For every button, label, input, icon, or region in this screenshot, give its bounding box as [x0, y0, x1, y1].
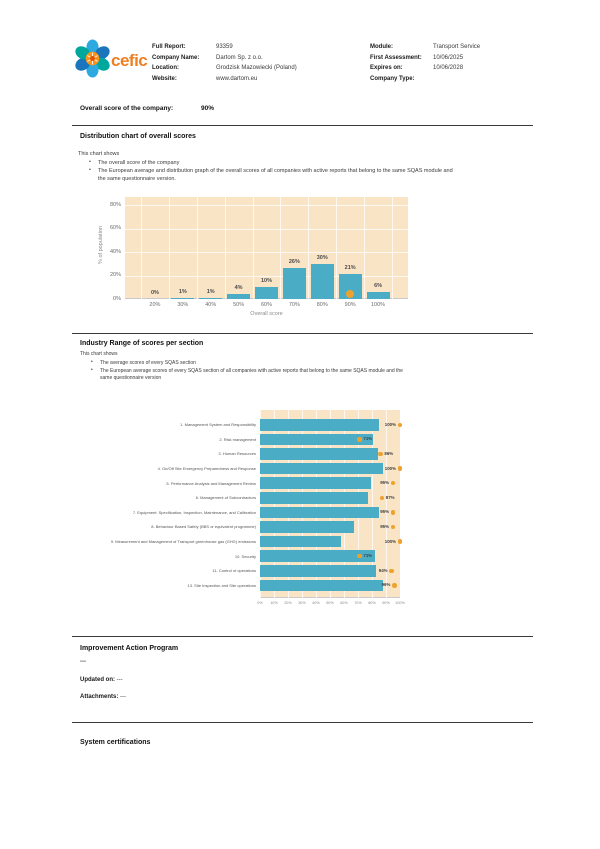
field-value: 93359: [216, 44, 233, 50]
field-value: Dartom Sp. z o.o.: [216, 54, 263, 61]
gridline: [225, 197, 226, 299]
axis-tick-label: 60%: [260, 302, 272, 308]
distribution-intro: This chart shows: [78, 151, 120, 157]
dist-bar: [311, 264, 334, 299]
updated-on-value: ---: [116, 677, 123, 683]
category-label: 13. Site Inspection and Site operations: [187, 582, 256, 588]
bar-value-label: 87%: [385, 494, 395, 500]
field-value: Grodzisk Mazowiecki (Poland): [216, 65, 297, 71]
axis-tick-label: 30%: [177, 302, 189, 308]
certifications-section-title: System certifications: [80, 739, 151, 746]
cefic-flower-logo-icon: [73, 39, 112, 78]
gridline: [392, 197, 393, 299]
bar-value-label: 6%: [374, 282, 383, 289]
bar-value-label: 100%: [384, 465, 396, 471]
gridline: [125, 276, 408, 277]
bullet-icon: •: [89, 159, 91, 165]
distribution-plot-area: [109, 197, 408, 308]
field-module: [370, 44, 481, 51]
axis-tick-label: 60%: [340, 601, 348, 605]
field-label: Expires on:: [370, 65, 403, 71]
axis-tick-label: 20%: [284, 601, 292, 605]
gridline: [280, 197, 281, 299]
bar-value-label: 71%: [363, 553, 373, 559]
bar-value-label: 4%: [234, 285, 243, 292]
bar-value-label: 100%: [384, 421, 396, 427]
company-score-marker: [389, 569, 393, 573]
axis-tick-label: 0%: [113, 295, 121, 302]
bar-value-label: 1%: [178, 288, 187, 295]
company-score-marker: [391, 481, 395, 485]
axis-tick-label: 90%: [344, 302, 356, 308]
field-value: 10/06/2025: [433, 54, 464, 61]
field-label: Module:: [370, 44, 393, 50]
axis-tick-label: 40%: [205, 302, 217, 308]
industry-average-bar: [260, 477, 371, 489]
industry-average-bar: [260, 565, 376, 577]
field-company-type: [370, 76, 430, 83]
industry-average-bar: [260, 448, 378, 460]
category-label: 4. On/Off Site Emergency Preparedness and Response: [157, 466, 256, 472]
category-label: 2. Risk management: [219, 436, 256, 442]
company-score-marker: [391, 510, 395, 514]
category-label: 3. Human Resources: [218, 451, 256, 457]
axis-tick-label: 20%: [149, 302, 161, 308]
dist-bar: [255, 287, 278, 299]
axis-tick-label: 40%: [109, 248, 121, 255]
bar-value-label: 95%: [380, 509, 389, 515]
axis-tick-label: 30%: [298, 601, 306, 605]
dist-bar: [283, 268, 306, 299]
category-label: 10. Security: [234, 553, 256, 559]
overall-score-row: [80, 105, 215, 112]
section-divider: [72, 125, 533, 126]
gridline: [400, 410, 401, 598]
bar-value-label: 95%: [380, 524, 389, 529]
company-score-marker: [357, 437, 361, 441]
field-first-assessment: [370, 54, 464, 62]
gridline: [141, 197, 142, 299]
industry-average-bar: [260, 419, 379, 431]
industry-average-bar: [260, 507, 379, 519]
improvement-content: ---: [80, 659, 86, 665]
field-company-name: [152, 54, 263, 62]
industry-plot-area: [260, 410, 400, 598]
dist-bar: [227, 294, 250, 299]
axis-tick-label: 80%: [368, 601, 376, 605]
gridline: [169, 197, 170, 299]
section-divider: [72, 722, 533, 723]
attachments-value: ---: [120, 694, 127, 700]
bar-value-label: 26%: [288, 259, 300, 266]
attachments-label: Attachments:: [80, 694, 119, 700]
improvement-updated-row: [80, 677, 123, 683]
axis-tick-label: 90%: [382, 601, 390, 605]
field-label: Full Report:: [152, 44, 186, 50]
axis-tick-label: 50%: [233, 302, 245, 308]
axis-tick-label: 10%: [270, 601, 278, 605]
field-full-report: [152, 44, 233, 51]
field-website: [152, 75, 258, 83]
company-score-marker: [380, 496, 384, 500]
distribution-x-axis-title: Overall score: [250, 311, 283, 317]
axis-tick-label: 80%: [109, 201, 121, 208]
gridline: [125, 252, 408, 253]
section-divider: [72, 636, 533, 637]
overall-score-label: Overall score of the company:: [80, 105, 174, 112]
distribution-chart: [95, 195, 425, 330]
updated-on-label: Updated on:: [80, 677, 115, 683]
bullet-icon: •: [91, 367, 93, 373]
improvement-section-title: Improvement Action Program: [80, 645, 179, 652]
gridline: [336, 197, 337, 299]
company-score-marker: [392, 583, 396, 587]
bullet-icon: •: [89, 167, 91, 173]
axis-tick-label: 50%: [326, 601, 334, 605]
company-score-marker: [357, 554, 361, 558]
company-score-marker: [378, 452, 382, 456]
category-label: 1. Management System and Responsibility: [180, 422, 256, 428]
bar-value-label: 21%: [344, 265, 356, 272]
industry-average-bar: [260, 521, 354, 533]
axis-tick-label: 70%: [288, 302, 300, 308]
bar-value-label: 30%: [316, 254, 328, 261]
axis-tick-label: 80%: [316, 302, 328, 308]
industry-bullet-2: • The European average scores of every SQAS section of all companies with active reports that belong to the same SQAS module and the same questionnaire version: [91, 367, 403, 381]
industry-bullet-1: • The average scores of every SQAS section: [91, 359, 196, 366]
gridline: [197, 197, 198, 299]
industry-section-title: Industry Range of scores per section: [80, 340, 204, 347]
category-label: 11. Control of operations: [212, 568, 256, 574]
field-label: Website:: [152, 75, 177, 82]
cefic-logo-text: cefic: [111, 51, 148, 70]
bar-value-label: 71%: [363, 436, 373, 442]
distribution-bullet-2: • The European average and distribution graph of the overall scores of all companies with active reports that belong to the same SQAS module and the same questionnaire version.: [89, 167, 453, 182]
field-label: Location:: [152, 65, 179, 71]
dist-bar: [171, 298, 194, 299]
axis-tick-label: 40%: [312, 601, 320, 605]
bar-value-label: 100%: [384, 538, 396, 544]
field-value: www.dartom.eu: [216, 75, 258, 82]
field-expires-on: [370, 65, 464, 72]
industry-average-bar: [260, 536, 341, 548]
bar-value-label: 86%: [384, 451, 394, 456]
industry-range-chart: [110, 405, 420, 620]
category-label: 6. Management of Subcontractors: [195, 495, 256, 501]
field-value: 10/06/2028: [433, 65, 464, 71]
company-score-marker: [391, 525, 395, 529]
field-label: Company Name:: [152, 54, 200, 61]
bar-value-label: 1%: [206, 288, 215, 295]
overall-score-value: 90%: [201, 105, 215, 112]
gridline: [125, 205, 408, 206]
section-divider: [72, 333, 533, 334]
category-label: 5. Performance Analysis and Management Review: [166, 480, 256, 486]
axis-tick-label: 70%: [354, 601, 362, 605]
gridline: [308, 197, 309, 299]
bar-value-label: 94%: [378, 567, 388, 573]
company-score-marker: [398, 466, 402, 470]
company-score-marker: [398, 423, 402, 427]
axis-tick-label: 60%: [109, 225, 121, 231]
category-label: 9. Measurement and Management of Transport greenhouse gas (GHG) emissions: [110, 539, 256, 545]
improvement-attachments-row: [80, 694, 126, 700]
distribution-bullet-1: • The overall score of the company: [89, 159, 180, 166]
dist-bar: [199, 298, 222, 299]
axis-tick-label: 20%: [109, 272, 121, 278]
bar-value-label: 0%: [150, 290, 159, 296]
bar-value-label: 96%: [381, 582, 391, 588]
dist-bar: [367, 292, 390, 299]
distribution-y-axis-title: % of population: [98, 226, 104, 264]
bar-value-label: 10%: [260, 278, 272, 285]
axis-tick-label: 0%: [257, 601, 263, 605]
distribution-section-title: Distribution chart of overall scores: [80, 133, 196, 140]
company-score-marker: [398, 539, 402, 543]
category-label: 7. Equipment: Specification, Inspection, Maintenance, and Calibration: [132, 509, 256, 515]
industry-average-bar: [260, 463, 383, 475]
industry-intro: This chart shows: [80, 351, 118, 357]
field-label: Company Type:: [370, 75, 415, 82]
bullet-icon: •: [91, 359, 93, 365]
bar-value-label: 95%: [380, 480, 389, 486]
field-value: Transport Service: [433, 44, 481, 50]
category-label: 8. Behaviour Based Safety (BBS or equivalent programme): [151, 524, 256, 530]
gridline: [125, 229, 408, 230]
industry-average-bar: [260, 492, 368, 504]
field-location: [152, 65, 297, 72]
axis-tick-label: 100%: [371, 302, 386, 308]
axis-tick-label: 100%: [395, 601, 405, 605]
field-label: First Assessment:: [370, 54, 422, 61]
